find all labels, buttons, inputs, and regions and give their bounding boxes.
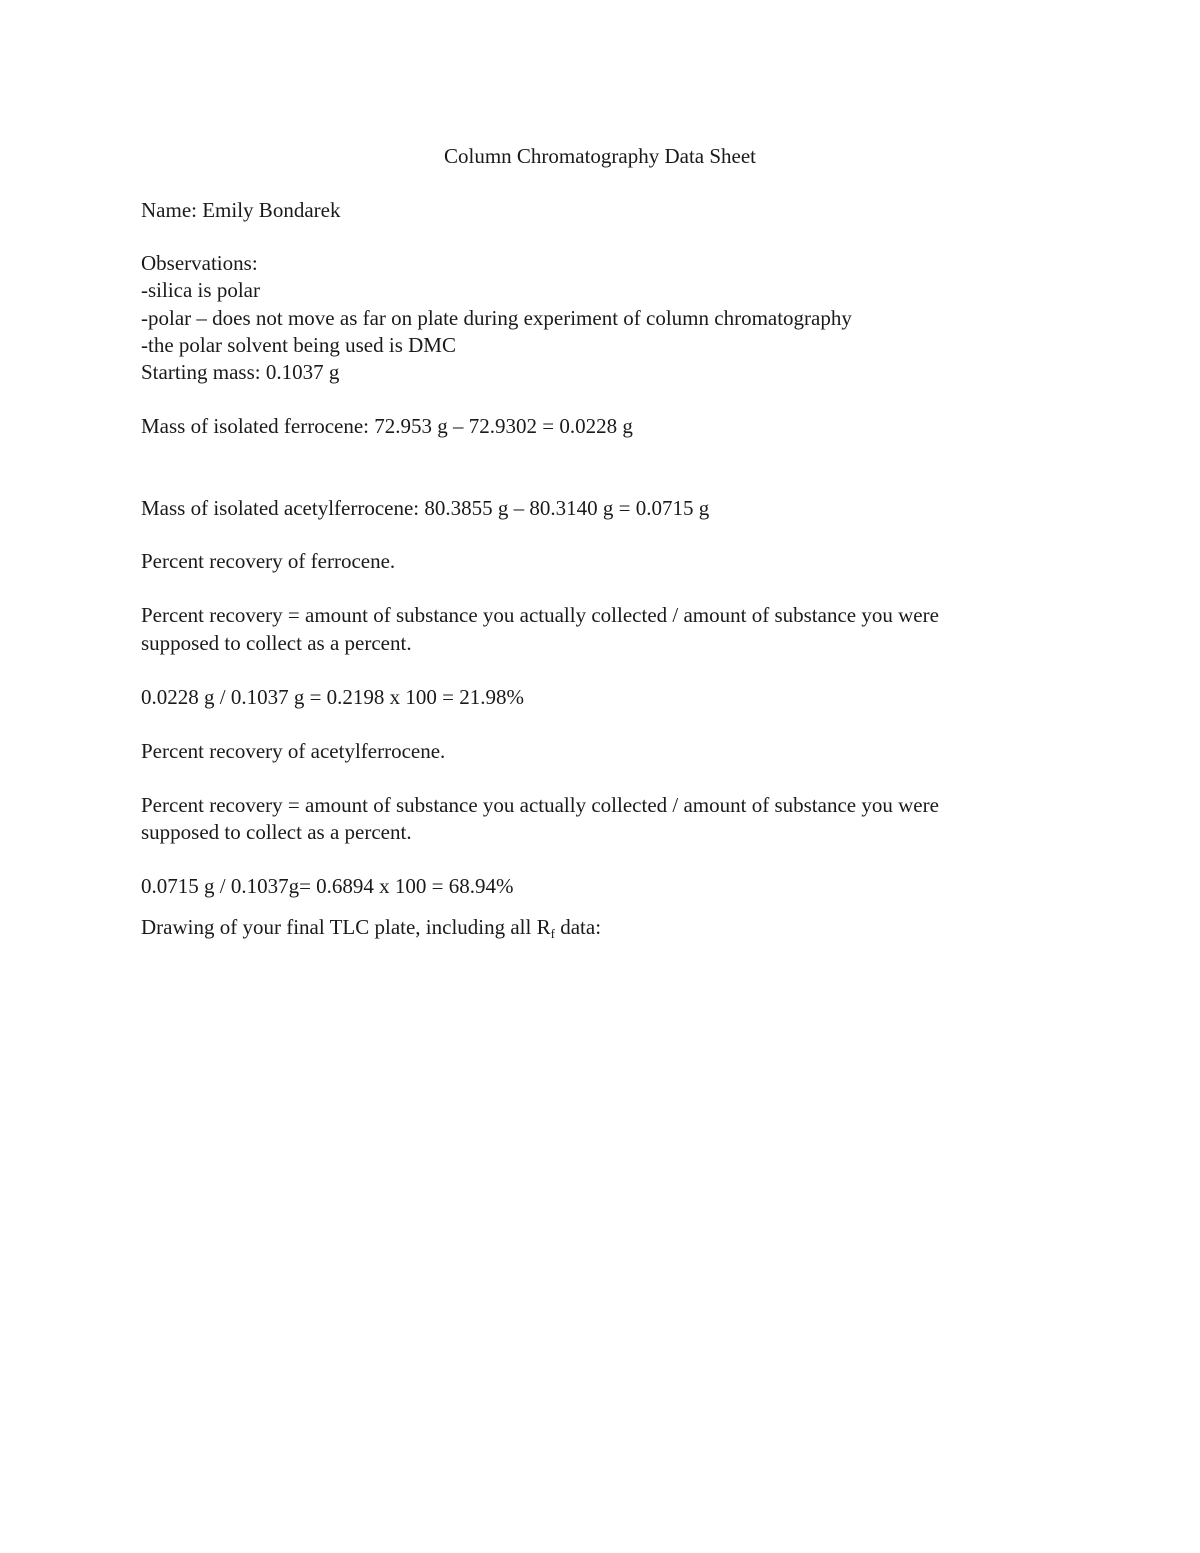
- recovery-acetylferrocene-calculation: 0.0715 g / 0.1037g= 0.6894 x 100 = 68.94%: [141, 874, 514, 898]
- tlc-drawing-prompt: [141, 914, 601, 943]
- observation-item: -silica is polar: [141, 278, 260, 302]
- tlc-prompt-end: data:: [554, 915, 602, 939]
- observation-item: -the polar solvent being used is DMC: [141, 333, 456, 357]
- recovery-definition-line-1: Percent recovery = amount of substance you actually collected / amount of substance you were: [141, 603, 939, 627]
- recovery-definition-line-1: Percent recovery = amount of substance you actually collected / amount of substance you were: [141, 793, 939, 817]
- tlc-prompt-text: Drawing of your final TLC plate, including all R: [141, 915, 551, 939]
- mass-ferrocene: Mass of isolated ferrocene: 72.953 g – 72.9302 = 0.0228 g: [141, 414, 633, 438]
- rf-subscript: f: [550, 926, 555, 941]
- recovery-ferrocene-heading: Percent recovery of ferrocene.: [141, 549, 396, 573]
- observation-item: -polar – does not move as far on plate during experiment of column chromatography: [141, 306, 852, 330]
- mass-acetylferrocene: Mass of isolated acetylferrocene: 80.3855 g – 80.3140 g = 0.0715 g: [141, 496, 710, 520]
- recovery-definition-line-2: supposed to collect as a percent.: [141, 820, 412, 844]
- observations-heading: Observations:: [141, 251, 258, 275]
- starting-mass: Starting mass: 0.1037 g: [141, 360, 340, 384]
- document-title: Column Chromatography Data Sheet: [443, 144, 757, 168]
- recovery-definition-line-2: supposed to collect as a percent.: [141, 631, 412, 655]
- name-line: Name: Emily Bondarek: [141, 198, 341, 222]
- recovery-acetylferrocene-heading: Percent recovery of acetylferrocene.: [141, 739, 446, 763]
- recovery-ferrocene-calculation: 0.0228 g / 0.1037 g = 0.2198 x 100 = 21.98%: [141, 685, 525, 709]
